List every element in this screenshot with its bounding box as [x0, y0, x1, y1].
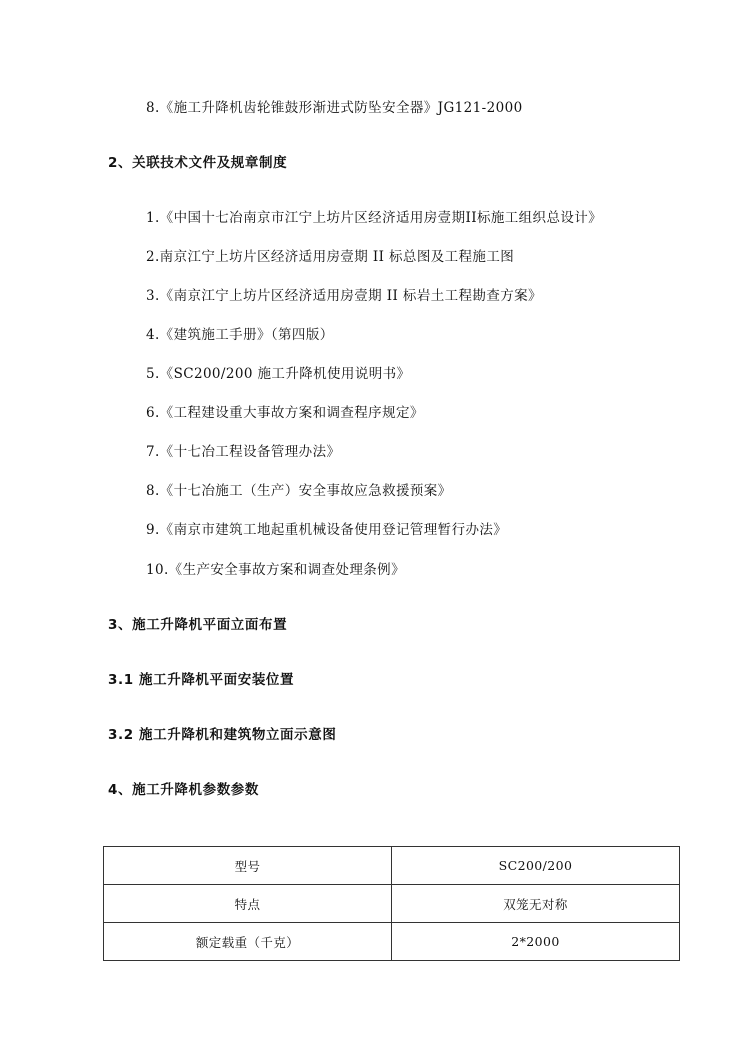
section-3-1-heading: 3.1 施工升降机平面安装位置 — [108, 672, 295, 688]
section-3-heading: 3、施工升降机平面立面布置 — [108, 617, 288, 633]
table-row — [104, 923, 680, 961]
param-value-rated-load: 2*2000 — [392, 923, 680, 961]
reference-item-2: 2.南京江宁上坊片区经济适用房壹期 II 标总图及工程施工图 — [146, 249, 515, 265]
table-row — [104, 885, 680, 923]
reference-item-10: 10.《生产安全事故方案和调查处理条例》 — [146, 562, 405, 578]
standard-item-8: 8.《施工升降机齿轮锥鼓形渐进式防坠安全器》JG121-2000 — [146, 100, 523, 116]
reference-item-3: 3.《南京江宁上坊片区经济适用房壹期 II 标岩土工程勘查方案》 — [146, 288, 542, 304]
param-value-feature: 双笼无对称 — [392, 885, 680, 923]
table-row — [104, 847, 680, 885]
reference-item-5: 5.《SC200/200 施工升降机使用说明书》 — [146, 366, 411, 382]
param-label-rated-load: 额定载重（千克） — [104, 923, 392, 961]
param-label-feature: 特点 — [104, 885, 392, 923]
reference-item-7: 7.《十七冶工程设备管理办法》 — [146, 444, 341, 460]
section-3-2-heading: 3.2 施工升降机和建筑物立面示意图 — [108, 727, 337, 743]
reference-item-9: 9.《南京市建筑工地起重机械设备使用登记管理暂行办法》 — [146, 522, 508, 538]
section-2-heading: 2、关联技术文件及规章制度 — [108, 155, 288, 171]
reference-item-6: 6.《工程建设重大事故方案和调查程序规定》 — [146, 405, 424, 421]
reference-item-4: 4.《建筑施工手册》（第四版） — [146, 327, 334, 343]
reference-item-8: 8.《十七冶施工（生产）安全事故应急救援预案》 — [146, 483, 452, 499]
reference-item-1: 1.《中国十七冶南京市江宁上坊片区经济适用房壹期II标施工组织总设计》 — [146, 210, 603, 226]
section-4-heading: 4、施工升降机参数参数 — [108, 782, 259, 798]
param-label-model: 型号 — [104, 847, 392, 885]
param-value-model: SC200/200 — [392, 847, 680, 885]
parameter-table — [103, 846, 680, 961]
